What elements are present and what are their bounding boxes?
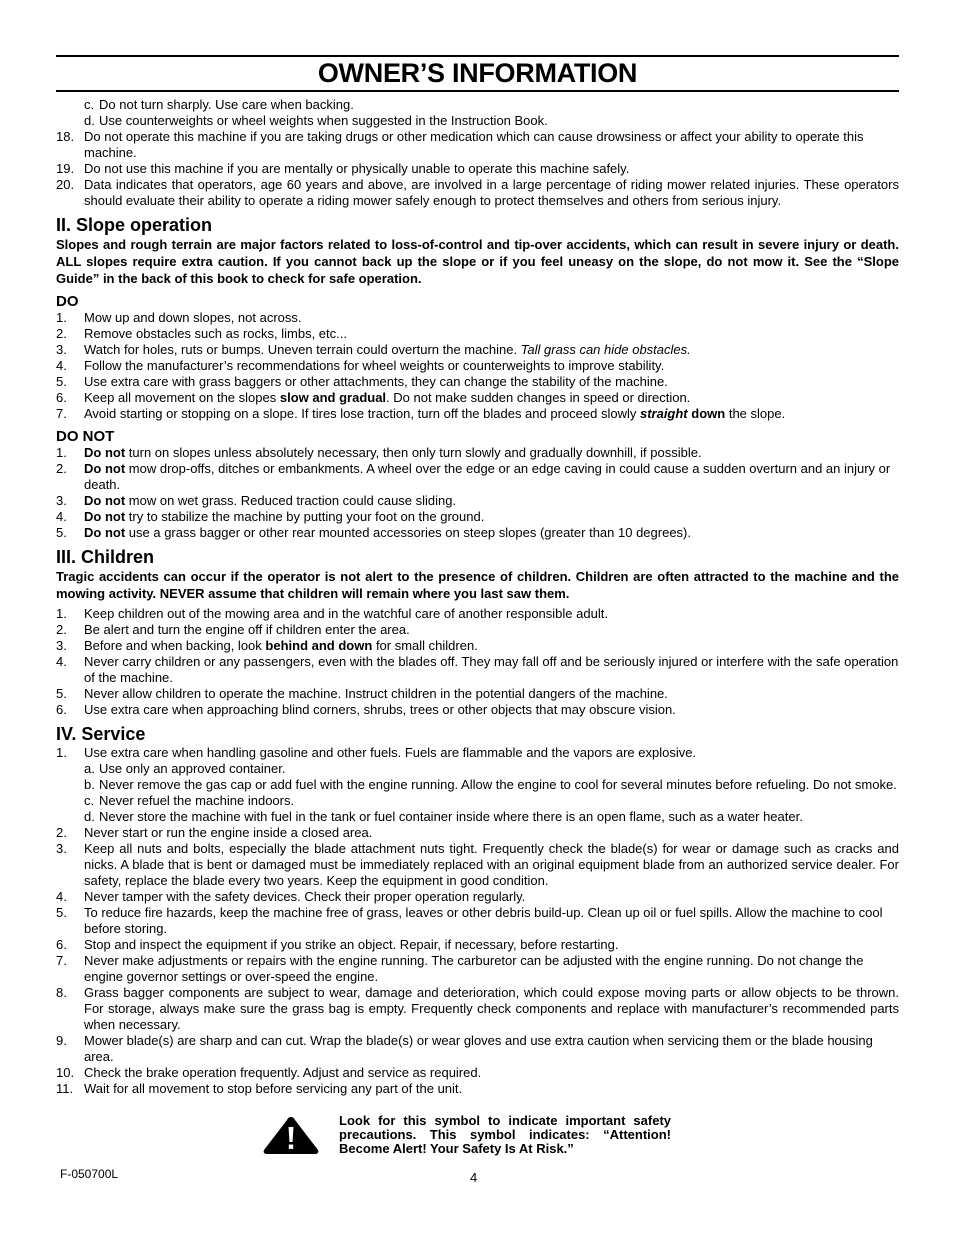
donot-item bbox=[56, 493, 899, 509]
item-text: Keep all nuts and bolts, especially the blade attachment nuts tight. Frequently check the blade(s) for wear or damage such as cracks and nicks. A blade that is bent or damaged must be immediately replaced with an original equipment blade from an authorized service dealer. For safety, replace the blade every two years. Keep the equipment in good condition. bbox=[84, 841, 899, 888]
item-text: Never allow children to operate the machine. Instruct children in the potential dangers of the machine. bbox=[84, 686, 668, 701]
section-heading-service: IV. Service bbox=[56, 724, 146, 744]
item-number: 18. bbox=[56, 129, 75, 144]
item-bolditalic-text: straight bbox=[639, 406, 688, 421]
children-item bbox=[56, 654, 899, 686]
item-text: try to stabilize the machine by putting your foot on the ground. bbox=[128, 509, 485, 524]
service-subitem bbox=[56, 809, 899, 825]
item-text: To reduce fire hazards, keep the machine free of grass, leaves or other debris build-up. Clean up oil or fuel spills. Allow the machine to cool before storing. bbox=[84, 905, 883, 936]
item-number: 3. bbox=[56, 841, 67, 856]
item-number: 10. bbox=[56, 1065, 75, 1080]
donot-item bbox=[56, 445, 899, 461]
item-number: 1. bbox=[56, 745, 67, 760]
item-text: Never carry children or any passengers, even with the blades off. They may fall off and be seriously injured or interfere with the safe operation of the machine. bbox=[84, 654, 899, 685]
item-text: mow drop-offs, ditches or embankments. A wheel over the edge or an edge caving in could cause a sudden overturn and an injury or death. bbox=[84, 461, 891, 492]
service-item bbox=[56, 825, 899, 841]
item-text: Check the brake operation frequently. Adjust and service as required. bbox=[84, 1065, 482, 1080]
item-bold-text: Do not bbox=[84, 525, 126, 540]
item-number: 8. bbox=[56, 985, 67, 1000]
item-number: 2. bbox=[56, 825, 67, 840]
slope-intro: Slopes and rough terrain are major factors related to loss-of-control and tip-over accidents, which can result in severe injury or death. ALL slopes require extra caution. If you cannot back up the slope or if you feel uneasy on the slope, do not mow it. See the “Slope Guide” in the back of this book to check for safe operation. bbox=[56, 237, 899, 286]
donot-heading: DO NOT bbox=[56, 428, 115, 445]
list-item bbox=[56, 129, 899, 161]
subitem-letter: c. bbox=[84, 97, 95, 112]
item-number: 6. bbox=[56, 937, 67, 952]
do-item bbox=[56, 374, 899, 390]
children-item bbox=[56, 686, 899, 702]
item-bold-text: slow and gradual bbox=[279, 390, 387, 405]
item-number: 5. bbox=[56, 686, 67, 701]
item-text: Stop and inspect the equipment if you strike an object. Repair, if necessary, before restarting. bbox=[84, 937, 619, 952]
item-number: 9. bbox=[56, 1033, 67, 1048]
item-number: 4. bbox=[56, 509, 67, 524]
subitem-text: Never store the machine with fuel in the tank or fuel container inside where there is an open flame, such as a water heater. bbox=[99, 809, 803, 824]
children-item bbox=[56, 638, 899, 654]
item-text: use a grass bagger or other rear mounted accessories on steep slopes (greater than 10 degrees). bbox=[128, 525, 691, 540]
children-item bbox=[56, 606, 899, 622]
service-subitem bbox=[56, 761, 899, 777]
item-bold-text: Do not bbox=[84, 445, 126, 460]
subitem-letter: d. bbox=[84, 113, 95, 128]
item-text: Data indicates that operators, age 60 years and above, are involved in a large percentage of riding mower related injuries. These operators should evaluate their ability to operate a riding mower safely enough to protect themselves and others from serious injury. bbox=[84, 177, 899, 208]
do-item bbox=[56, 406, 899, 422]
item-number: 5. bbox=[56, 374, 67, 389]
item-text: Use extra care when approaching blind corners, shrubs, trees or other objects that may obscure vision. bbox=[84, 702, 676, 717]
item-number: 19. bbox=[56, 161, 75, 176]
donot-item bbox=[56, 509, 899, 525]
item-number: 7. bbox=[56, 406, 67, 421]
subitem-letter: d. bbox=[84, 809, 95, 824]
item-bold-text: behind and down bbox=[265, 638, 373, 653]
item-text-post: for small children. bbox=[375, 638, 478, 653]
item-text: Watch for holes, ruts or bumps. Uneven terrain could overturn the machine. bbox=[84, 342, 518, 357]
item-text: Do not operate this machine if you are taking drugs or other medication which can cause drowsiness or affect your ability to operate this machine. bbox=[84, 129, 864, 160]
item-bold-text: Do not bbox=[84, 461, 126, 476]
do-item bbox=[56, 358, 899, 374]
item-number: 20. bbox=[56, 177, 75, 192]
item-number: 6. bbox=[56, 702, 67, 717]
subitem-letter: b. bbox=[84, 777, 95, 792]
item-number: 2. bbox=[56, 461, 67, 476]
do-item bbox=[56, 390, 899, 406]
item-text: Mower blade(s) are sharp and can cut. Wrap the blade(s) or wear gloves and use extra caution when servicing them or the blade housing area. bbox=[84, 1033, 873, 1064]
item-text: Never tamper with the safety devices. Check their proper operation regularly. bbox=[84, 889, 526, 904]
do-heading: DO bbox=[56, 293, 79, 310]
item-text-pre: Avoid starting or stopping on a slope. If tires lose traction, turn off the blades and proceed slowly bbox=[84, 406, 637, 421]
item-number: 7. bbox=[56, 953, 67, 968]
item-number: 2. bbox=[56, 326, 67, 341]
item-number: 6. bbox=[56, 390, 67, 405]
service-item bbox=[56, 905, 899, 937]
item-bold-text: down bbox=[691, 406, 726, 421]
item-number: 1. bbox=[56, 606, 67, 621]
item-italic-text: Tall grass can hide obstacles. bbox=[520, 342, 691, 357]
service-subitem bbox=[56, 777, 899, 793]
children-intro: Tragic accidents can occur if the operator is not alert to the presence of children. Children are often attracted to the machine and the mowing activity. NEVER assume that children will remain where you last saw them. bbox=[56, 569, 899, 601]
service-item bbox=[56, 841, 899, 889]
item-text: mow on wet grass. Reduced traction could cause sliding. bbox=[128, 493, 457, 508]
item-number: 11. bbox=[56, 1081, 74, 1096]
item-number: 1. bbox=[56, 445, 67, 460]
children-item bbox=[56, 702, 899, 718]
subitem-text: Use only an approved container. bbox=[99, 761, 286, 776]
subitem-text: Never refuel the machine indoors. bbox=[99, 793, 295, 808]
page-title: OWNER’S INFORMATION bbox=[317, 58, 638, 88]
item-text: Follow the manufacturer’s recommendations for wheel weights or counterweights to improve stability. bbox=[84, 358, 665, 373]
subitem-letter: a. bbox=[84, 761, 95, 776]
children-item bbox=[56, 622, 899, 638]
item-number: 3. bbox=[56, 638, 67, 653]
service-item bbox=[56, 937, 899, 953]
warning-triangle-icon bbox=[261, 1114, 321, 1156]
item-text: Grass bagger components are subject to wear, damage and deterioration, which could expose moving parts or allow objects to be thrown. For storage, always make sure the grass bag is empty. Frequently check components and replace with manufacturer’s recommended parts when necessary. bbox=[84, 985, 899, 1032]
item-text: Use extra care with grass baggers or other attachments, they can change the stability of the machine. bbox=[84, 374, 668, 389]
list-subitem bbox=[56, 97, 899, 113]
subitem-text: Do not turn sharply. Use care when backing. bbox=[99, 97, 354, 112]
do-item bbox=[56, 326, 899, 342]
item-text-pre: Before and when backing, look bbox=[84, 638, 262, 653]
do-item bbox=[56, 342, 899, 358]
item-number: 4. bbox=[56, 889, 67, 904]
subitem-text: Never remove the gas cap or add fuel with the engine running. Allow the engine to cool for several minutes before refueling. Do not smoke. bbox=[99, 777, 897, 792]
item-text: Mow up and down slopes, not across. bbox=[84, 310, 302, 325]
item-number: 3. bbox=[56, 342, 67, 357]
list-item bbox=[56, 161, 899, 177]
service-item bbox=[56, 953, 899, 985]
item-text: Never make adjustments or repairs with the engine running. The carburetor can be adjusted with the engine running. Do not change the engine governor settings or over-speed the engine. bbox=[84, 953, 864, 984]
section-heading-children: III. Children bbox=[56, 547, 155, 567]
subitem-text: Use counterweights or wheel weights when suggested in the Instruction Book. bbox=[99, 113, 548, 128]
service-item bbox=[56, 1065, 899, 1081]
document-body bbox=[56, 97, 899, 1097]
page-number: 4 bbox=[470, 1170, 478, 1185]
item-number: 4. bbox=[56, 358, 67, 373]
service-item bbox=[56, 985, 899, 1033]
section-heading-slope: II. Slope operation bbox=[56, 215, 213, 235]
item-text-post: the slope. bbox=[728, 406, 786, 421]
item-text-pre: Keep all movement on the slopes bbox=[84, 390, 277, 405]
item-text: Never start or run the engine inside a closed area. bbox=[84, 825, 373, 840]
service-item bbox=[56, 889, 899, 905]
service-item bbox=[56, 1081, 899, 1097]
item-number: 2. bbox=[56, 622, 67, 637]
service-item bbox=[56, 1033, 899, 1065]
item-number: 4. bbox=[56, 654, 67, 669]
item-number: 3. bbox=[56, 493, 67, 508]
item-bold-text: Do not bbox=[84, 493, 126, 508]
item-text: Be alert and turn the engine off if children enter the area. bbox=[84, 622, 410, 637]
item-number: 5. bbox=[56, 525, 67, 540]
list-item bbox=[56, 177, 899, 209]
service-subitem bbox=[56, 793, 899, 809]
service-item bbox=[56, 745, 899, 761]
item-bold-text: Do not bbox=[84, 509, 126, 524]
item-text: Wait for all movement to stop before servicing any part of the unit. bbox=[84, 1081, 463, 1096]
do-item bbox=[56, 310, 899, 326]
safety-symbol-text: Look for this symbol to indicate important safety precautions. This symbol indicates: “Attention! Become Alert! Your Safety Is At Risk.” bbox=[339, 1113, 671, 1156]
document-code: F-050700L bbox=[60, 1167, 119, 1181]
item-text: Use extra care when handling gasoline and other fuels. Fuels are flammable and the vapors are explosive. bbox=[84, 745, 697, 760]
donot-item bbox=[56, 525, 899, 541]
safety-symbol-note bbox=[261, 1114, 691, 1160]
header-rule-bottom bbox=[56, 90, 899, 92]
item-text: Do not use this machine if you are mentally or physically unable to operate this machine safely. bbox=[84, 161, 630, 176]
item-text: turn on slopes unless absolutely necessary, then only turn slowly and gradually downhill, if possible. bbox=[128, 445, 702, 460]
item-text: Keep children out of the mowing area and in the watchful care of another responsible adult. bbox=[84, 606, 608, 621]
item-text-post: . Do not make sudden changes in speed or direction. bbox=[386, 390, 691, 405]
list-subitem bbox=[56, 113, 899, 129]
item-text: Remove obstacles such as rocks, limbs, etc... bbox=[84, 326, 347, 341]
item-number: 1. bbox=[56, 310, 67, 325]
subitem-letter: c. bbox=[84, 793, 95, 808]
item-number: 5. bbox=[56, 905, 67, 920]
donot-item bbox=[56, 461, 899, 493]
